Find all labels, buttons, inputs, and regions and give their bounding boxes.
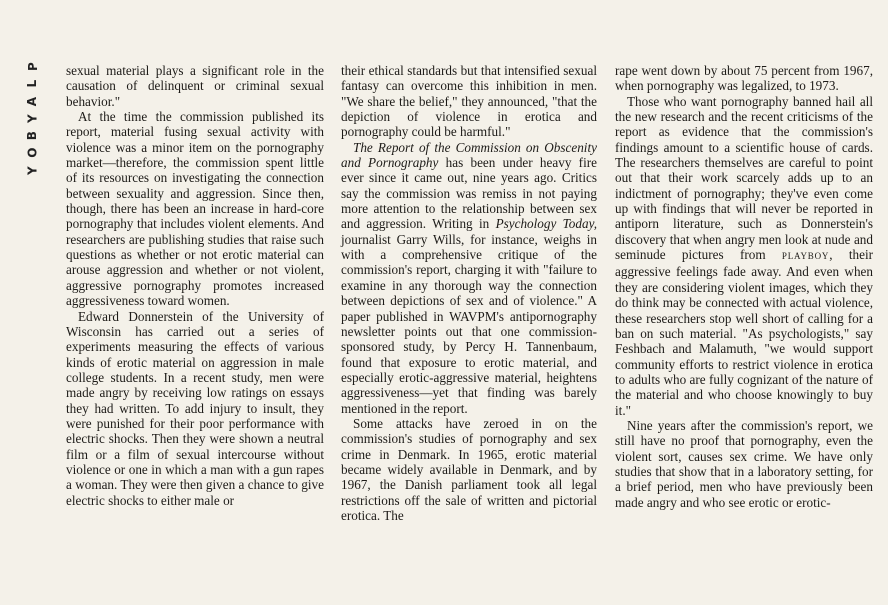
running-head-letter: B — [25, 131, 40, 141]
body-text: Some attacks have zeroed in on the commission's studies of pornography and sex crime in Denmark. In 1965, erotic material became widely available in Denmark, and by 1967, the Danish parliament took all legal restrictions off the sale of written and pictorial erotica. The — [341, 415, 597, 523]
paragraph — [66, 109, 324, 308]
paragraph — [66, 63, 324, 109]
body-text: rape went down by about 75 percent from 1967, when pornography was legalized, to 1973. — [615, 63, 873, 94]
body-text: Edward Donnerstein of the University of Wisconsin has carried out a series of experiments measuring the effects of various kinds of erotic material on aggression in male college students. In a recent study, men were made angry by receiving low ratings on essays they had written. To add injury to insult, they were punished for their poor performance with electric shocks. Then they were shown a neutral film or a film of sexual intercourse without violence or one in which a man with a gun rapes a woman. They were then given a chance to give electric shocks to either male or — [66, 308, 324, 508]
column-3 — [615, 63, 873, 510]
body-text: their ethical standards but that intensified sexual fantasy can overcome this inhibition in men. "We share the belief," they announced, "that the depiction of violence in erotica and pornography could be harmful." — [341, 63, 597, 140]
body-text: journalist Garry Wills, for instance, weighs in with a comprehensive critique of the commission's report, charging it with "failure to examine in any thorough way the connection between depictions of sex and of violence." A paper published in WAVPM's antipornography newsletter points out that one commission-sponsored study, by Percy H. Tannenbaum, found that exposure to erotic material, and especially erotic-aggressive material, heightens aggressiveness—yet that finding was barely mentioned in the report. — [341, 231, 597, 416]
body-text: sexual material plays a significant role in the causation of delinquent or criminal sexual behavior." — [66, 63, 324, 109]
paragraph — [341, 416, 597, 523]
column-1 — [66, 63, 324, 508]
body-text: At the time the commission published its report, material fusing sexual activity with violence was a minor item on the pornography market—therefore, the commission spent little of its resources on investigating the connection between sexuality and aggression. Since then, though, there has been an increase in hard-core pornography that includes violent elements. And researchers are publishing studies that raise such questions as whether or not erotic material can arouse aggression and whether or not violent, aggressive pornography promotes increased aggressiveness toward women. — [66, 109, 324, 309]
body-text: Nine years after the commission's report, we still have no proof that pornography, even the violent sort, causes sex crime. We have only studies that show that in a laboratory setting, for a brief period, men who have previously been made angry and who see erotic or erotic- — [615, 417, 873, 510]
running-head-letter: P — [25, 62, 40, 72]
paragraph — [615, 418, 873, 510]
running-head-letter: L — [25, 80, 40, 88]
running-head-letter: A — [25, 96, 40, 106]
column-2 — [341, 63, 597, 523]
magazine-name: PLAYBOY — [781, 251, 830, 262]
running-head-letter: Y — [25, 166, 40, 175]
italic-title: The Report of the Commission on Obscenity and Pornography — [341, 139, 597, 171]
body-text: has been under heavy fire ever since it came out, nine years ago. Critics say the commission was remiss in not paying more attention to the relationship between sex and aggression. Writing in — [341, 155, 597, 232]
paragraph — [615, 63, 873, 94]
paragraph — [66, 309, 324, 508]
paragraph — [341, 63, 597, 140]
body-text: Those who want pornography banned hail all the new research and the recent criticisms of the report as evidence that the commission's findings amount to a scientific house of cards. The researchers themselves are careful to point out that their work scarcely adds up to an indictment of pornography; they've even come up with findings that will never be reported in antiporn literature, such as Donnerstein's discovery that when angry men look at nude and seminude pictures from — [615, 93, 873, 263]
running-head-letter: Y — [25, 114, 40, 123]
paragraph — [341, 140, 597, 416]
running-head-playboy — [20, 58, 46, 179]
body-text: , their aggressive feelings fade away. And even when they are considering violent images, which they do think may be connected with actual violence, these researchers stop well short of calling for a ban on such material. "As psychologists," say Feshbach and Malamuth, "we would support community efforts to restrict violence in erotica to adults who are fully cognizant of the nature of the material and who choose knowingly to buy it." — [615, 247, 873, 418]
italic-title: Psychology Today, — [495, 216, 597, 232]
paragraph — [615, 94, 873, 418]
running-head-letter: O — [25, 148, 40, 159]
